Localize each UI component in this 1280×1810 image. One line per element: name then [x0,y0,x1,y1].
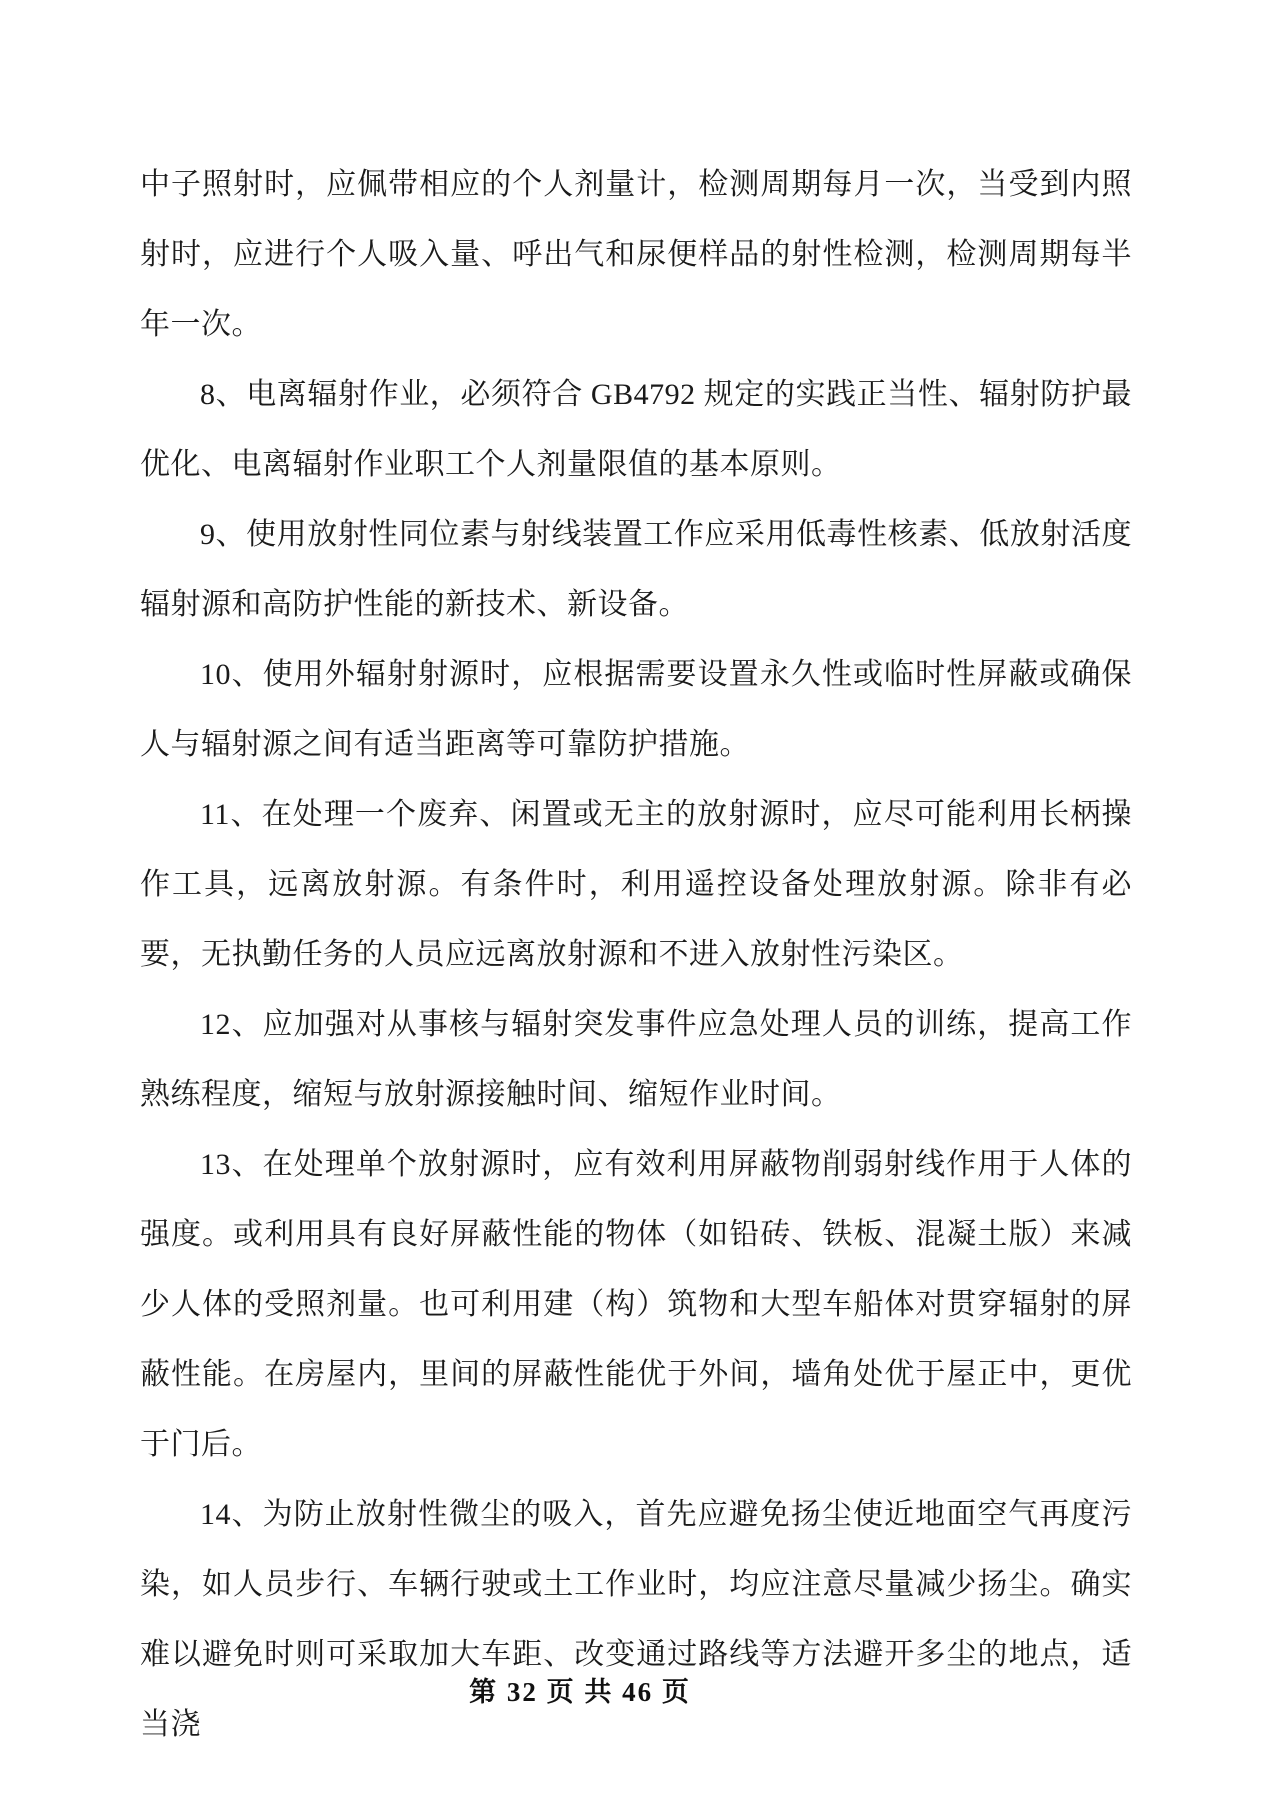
paragraph: 12、应加强对从事核与辐射突发事件应急处理人员的训练，提高工作熟练程度，缩短与放射源接触时间、缩短作业时间。 [140,1008,1132,1111]
paragraph: 9、使用放射性同位素与射线装置工作应采用低毒性核素、低放射活度辐射源和高防护性能的新技术、新设备。 [140,518,1132,621]
paragraph: 8、电离辐射作业，必须符合 GB4792 规定的实践正当性、辐射防护最优化、电离辐射作业职工个人剂量限值的基本原则。 [140,378,1132,481]
paragraph: 中子照射时，应佩带相应的个人剂量计，检测周期每月一次，当受到内照射时，应进行个人吸入量、呼出气和尿便样品的射性检测，检测周期每半年一次。 [140,168,1132,341]
paragraph: 13、在处理单个放射源时，应有效利用屏蔽物削弱射线作用于人体的强度。或利用具有良好屏蔽性能的物体（如铅砖、铁板、混凝土版）来减少人体的受照剂量。也可利用建（构）筑物和大型车船体对贯穿辐射的屏蔽性能。在房屋内，里间的屏蔽性能优于外间，墙角处优于屋正中，更优于门后。 [140,1148,1132,1461]
paragraph: 14、为防止放射性微尘的吸入，首先应避免扬尘使近地面空气再度污染，如人员步行、车辆行驶或土工作业时，均应注意尽量减少扬尘。确实难以避免时则可采取加大车距、改变通过路线等方法避开多尘的地点，适当浇 [140,1498,1132,1741]
page-footer: 第 32 页 共 46 页 [469,1677,691,1707]
document-body [140,150,1132,1760]
paragraph: 10、使用外辐射射源时，应根据需要设置永久性或临时性屏蔽或确保人与辐射源之间有适当距离等可靠防护措施。 [140,658,1132,761]
paragraph: 11、在处理一个废弃、闲置或无主的放射源时，应尽可能利用长柄操作工具，远离放射源。有条件时，利用遥控设备处理放射源。除非有必要，无执勤任务的人员应远离放射源和不进入放射性污染区。 [140,798,1132,971]
